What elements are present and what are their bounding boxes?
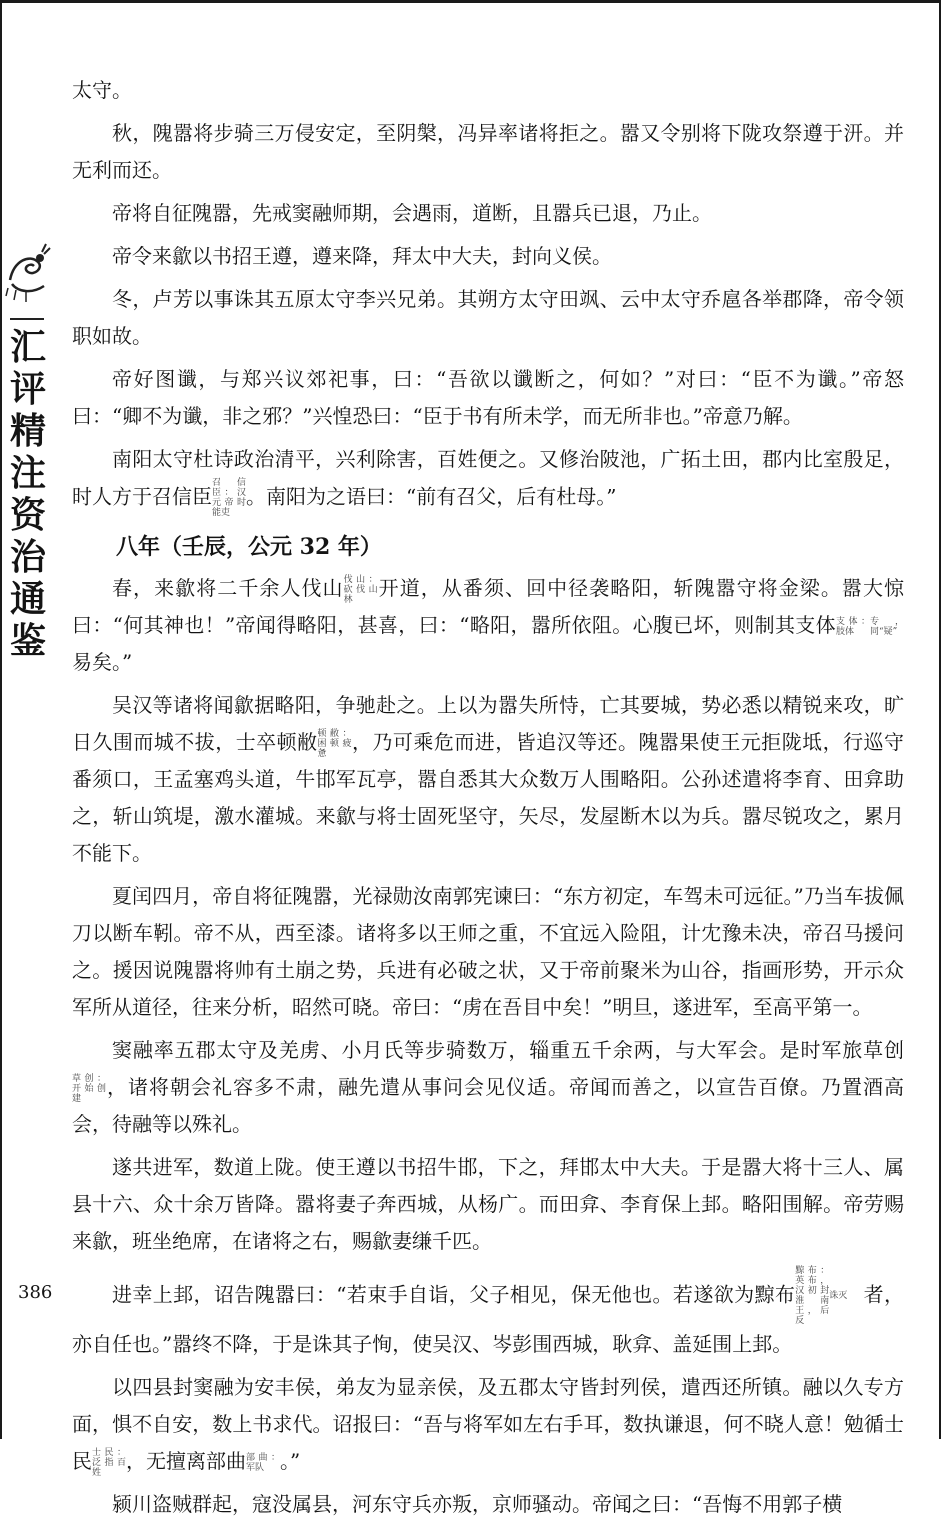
annotation-note: 顿敝：困顿疲惫	[317, 728, 352, 759]
text-run: 。”	[280, 1449, 301, 1473]
annotation-note: 伐山：砍伐山林	[343, 574, 378, 605]
paragraph	[72, 1369, 904, 1480]
text-run: 开道，从番须、回中径袭略阳，斩隗嚣守将金梁。嚣大惊曰：“何其神也！”帝闻得略阳，甚喜，曰：“略阳，嚣所依阻。心腹已坏，则制其支体	[72, 576, 905, 637]
paragraph: 夏闰四月，帝自将征隗嚣，光禄勋汝南郭宪谏曰：“东方初定，车驾未可远征。”乃当车拔佩刀以断车靷。帝不从，西至漆。诸将多以王师之重，不宜远入险阻，计冘豫未决，帝召马援问之。援因说隗嚣将帅有土崩之势，兵进有必破之状，又于帝前聚米为山谷，指画形势，开示众军所从道径，往来分析，昭然可晓。帝曰：“虏在吾目中矣！”明旦，遂进军，至高平第一。	[72, 884, 904, 1019]
main-text	[72, 72, 904, 1529]
text-run: 南阳太守杜诗政治清平，兴利除害，百姓便之。又修治陂池，广拓土田，郡内比室殷足，时人方于召信臣	[72, 447, 904, 509]
text-run: 者，亦自任也。”嚣终不降，于是诛其子恂，使吴汉、岑彭围西城，耿弇、盖延围上邽。	[72, 1282, 904, 1356]
text-run: ，诸将朝会礼容多不肃，融先遣从事问会见仪适。帝闻而善之，以宣告百僚。乃置酒高会，待融等以殊礼。	[72, 1075, 904, 1136]
text-run: 春，来歙将二千余人伐山	[112, 576, 344, 600]
paragraph: 帝将自征隗嚣，先戒窦融师期，会遇雨，道断，且嚣兵已退，乃止。	[112, 201, 712, 225]
book-side-label	[4, 240, 56, 662]
paragraph	[72, 441, 904, 518]
text-run: 以四县封窦融为安丰侯，弟友为显亲侯，及五郡太守皆封列侯，遣西还所镇。融以久专方面，惧不自安，数上书求代。诏报曰：“吾与将军如左右手耳，数执谦退，何不晓人意！勉循士民	[72, 1375, 904, 1473]
text-run: ，无擅离部曲	[126, 1449, 246, 1473]
paragraph: 秋，隗嚣将步骑三万侵安定，至阴槃，冯异率诸将拒之。嚣又令别将下陇攻祭遵于汧。并无利而还。	[72, 121, 904, 182]
annotation-note: 黥布：英布，汉初封淮南王，后反	[795, 1266, 830, 1326]
text-run: 进幸上邽，诏告隗嚣曰：“若束手自诣，父子相见，保无他也。若遂欲为黥布	[112, 1282, 796, 1307]
top-border	[0, 0, 941, 3]
paragraph: 太守。	[72, 78, 132, 102]
side-rule	[10, 318, 44, 320]
annotation-note: 支体：肢体	[836, 616, 870, 637]
paragraph	[72, 687, 904, 872]
annotation-note: 专，同“疑”	[870, 616, 904, 637]
paragraph: 遂共进军，数道上陇。使王遵以书招牛邯，下之，拜邯太中大夫。于是嚣大将十三人、属县十六、众十余万皆降。嚣将妻子奔西城，从杨广。而田弇、李育保上邽。略阳围解。帝劳赐来歙，班坐绝席，在诸将之右，赐歙妻缣千匹。	[72, 1155, 904, 1253]
annotation-note: 部曲：军队	[246, 1452, 280, 1473]
text-run: 。南阳为之语曰：“前有召父，后有杜母。”	[246, 484, 617, 509]
paragraph: 帝好图谶，与郑兴议郊祀事，曰：“吾欲以谶断之，何如？”对曰：“臣不为谶。”帝怒曰：“卿不为谶，非之邪？”兴惶恐曰：“臣于书有所未学，而无所非也。”帝意乃解。	[72, 367, 904, 428]
section-heading: 八年（壬辰，公元 32 年）	[116, 534, 382, 560]
dragon-ornament-icon	[4, 240, 52, 304]
text-run: ，乃可乘危而进，皆追汉等还。隗嚣果使王元拒陇坻，行巡守番须口，王孟塞鸡头道，牛邯军瓦亭，嚣自悉其大众数万人围略阳。公孙述遣将李育、田弇助之，斩山筑堤，激水灌城。来歙与将士固死坚守，矢尽，发屋断木以为兵。嚣尽锐攻之，累月不能下。	[72, 730, 905, 865]
book-title: 汇评精注资治通鉴	[9, 326, 46, 662]
paragraph	[72, 570, 904, 681]
paragraph: 帝令来歙以书招王遵，遵来降，拜太中大夫，封向义侯。	[112, 244, 612, 268]
paragraph	[72, 1032, 904, 1143]
paragraph: 颍川盗贼群起，寇没属县，河东守兵亦叛，京师骚动。帝闻之曰：“吾悔不用郭子横	[112, 1492, 843, 1516]
paragraph: 冬，卢芳以事诛其五原太守李兴兄弟。其朔方太守田飒、云中太守乔扈各举郡降，帝令领职如故。	[72, 287, 904, 348]
annotation-note: 草创：开始创建	[72, 1073, 106, 1104]
page-number: 386	[18, 1282, 53, 1303]
annotation-note: 诛灭	[829, 1291, 848, 1301]
left-border	[0, 0, 2, 1439]
text-run: 易矣。”	[72, 650, 133, 674]
text-run: 窦融率五郡太守及羌虏、小月氏等步骑数万，辎重五千余两，与大军会。是时军旅草创	[112, 1038, 904, 1062]
annotation-note: 士民：泛指百姓	[92, 1447, 126, 1478]
annotation-note: 召信臣：汉元帝时能吏	[212, 478, 246, 518]
paragraph	[72, 1266, 904, 1363]
text-run: 吴汉等诸将闻歙据略阳，争驰赴之。上以为嚣失所恃，亡其要城，势必悉以精锐来攻，旷日久围而城不拔，士卒顿敝	[72, 693, 904, 754]
